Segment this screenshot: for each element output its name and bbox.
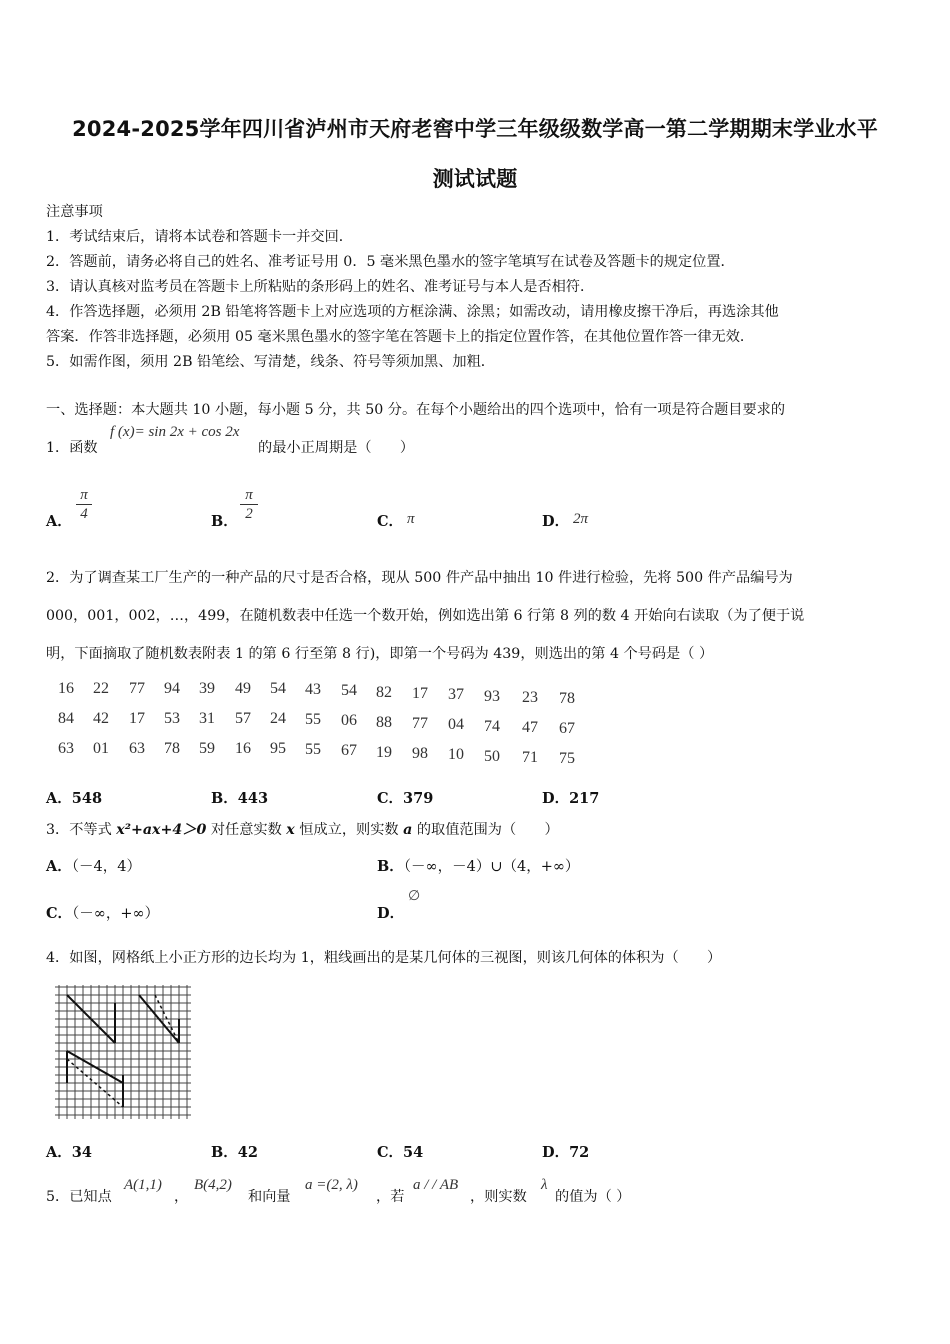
- q5-lambda: λ: [541, 1177, 548, 1193]
- q3-option-a: A．（－4，4）: [46, 858, 141, 875]
- note-item-2: 2．答题前，请务必将自己的姓名、准考证号用 0．5 毫米黑色墨水的签字笔填写在试卷及答题卡的规定位置．: [46, 254, 735, 270]
- random-table-cell: 98: [412, 745, 428, 762]
- q4-option-d: D．72: [542, 1144, 590, 1161]
- random-table-cell: 67: [559, 720, 575, 737]
- q5-separator: ，: [174, 1189, 189, 1205]
- q1-option-c-label: C．: [377, 513, 404, 530]
- question-3: 3．不等式 x²+ax+4＞0 对任意实数 x 恒成立，则实数 a 的取值范围为（ ）: [46, 822, 559, 838]
- random-table-cell: 78: [164, 740, 180, 757]
- random-table-cell: 16: [58, 680, 74, 697]
- random-table-cell: 39: [199, 680, 215, 697]
- q5-point-b: B(4,2): [194, 1177, 232, 1193]
- q1-text-suffix: 的最小正周期是（ ）: [258, 440, 415, 456]
- random-table-cell: 22: [93, 680, 109, 697]
- q2-option-c: C．379: [377, 790, 434, 807]
- random-table-cell: 95: [270, 740, 286, 757]
- q2-line-2: 000，001，002，…，499，在随机数表中任选一个数开始，例如选出第 6 行第 8 列的数 4 开始向右读取（为了便于说: [46, 608, 805, 624]
- q5-parallel-expression: a / / AB: [413, 1177, 459, 1193]
- random-table-cell: 67: [341, 742, 357, 759]
- q3-option-d-label: D．: [377, 905, 405, 922]
- q5-vector-a: a =(2, λ): [305, 1177, 358, 1193]
- random-table-cell: 24: [270, 710, 286, 727]
- random-table-cell: 84: [58, 710, 74, 727]
- q5-text-if: ，若: [376, 1189, 405, 1205]
- page-title-continued: 测试试题: [432, 167, 518, 191]
- question-1: [46, 438, 98, 458]
- random-table-cell: 57: [235, 710, 251, 727]
- random-table-cell: 43: [305, 681, 321, 698]
- random-table-cell: 71: [522, 749, 538, 766]
- question-4: 4．如图，网格纸上小正方形的边长均为 1，粗线画出的是某几何体的三视图，则该几何体的体积为（ ）: [46, 950, 722, 966]
- random-table-cell: 54: [270, 680, 286, 697]
- q4-option-c: C．54: [377, 1144, 424, 1161]
- q5-text-vector: 和向量: [248, 1189, 291, 1205]
- random-table-cell: 31: [199, 710, 215, 727]
- random-table-cell: 47: [522, 719, 538, 736]
- note-item-4-continued: 答案．作答非选择题，必须用 05 毫米黑色墨水的签字笔在答题卡上的指定位置作答，在其他位置作答一律无效．: [46, 329, 755, 345]
- random-table-cell: 55: [305, 741, 321, 758]
- random-table-cell: 93: [484, 688, 500, 705]
- q2-line-1: 2．为了调查某工厂生产的一种产品的尺寸是否合格，现从 500 件产品中抽出 10 件进行检验，先将 500 件产品编号为: [46, 570, 793, 586]
- random-table-cell: 59: [199, 740, 215, 757]
- random-table-cell: 74: [484, 718, 500, 735]
- random-table-cell: 63: [58, 740, 74, 757]
- question-5-number: 5．已知点: [46, 1189, 112, 1205]
- random-table-cell: 77: [129, 680, 145, 697]
- question-number: 1．: [46, 440, 70, 456]
- q2-option-d: D．217: [542, 790, 600, 807]
- note-item-1: 1．考试结束后，请将本试卷和答题卡一并交回．: [46, 229, 353, 245]
- question-text: 函数: [69, 440, 98, 456]
- random-table-cell: 19: [376, 744, 392, 761]
- random-table-cell: 23: [522, 689, 538, 706]
- section-heading: 一、选择题：本大题共 10 小题，每小题 5 分，共 50 分。在每个小题给出的四个选项中，恰有一项是符合题目要求的: [46, 402, 786, 418]
- q1-option-d-label: D．: [542, 513, 570, 530]
- q1-option-a-fraction: π 4: [76, 487, 92, 522]
- random-table-cell: 54: [341, 682, 357, 699]
- random-table-cell: 88: [376, 714, 392, 731]
- q2-option-b: B．443: [211, 790, 269, 807]
- q2-option-a: A．548: [46, 790, 103, 807]
- random-table-cell: 75: [559, 750, 575, 767]
- empty-set-icon: ∅: [408, 888, 421, 904]
- random-table-cell: 06: [341, 712, 357, 729]
- three-view-grid-figure: [55, 983, 195, 1121]
- q3-option-c: C．（－∞，+∞）: [46, 905, 160, 922]
- random-table-cell: 37: [448, 686, 464, 703]
- q1-option-b-fraction: π 2: [240, 487, 258, 522]
- q5-text-real: ，则实数: [470, 1189, 527, 1205]
- page-title: 2024-2025学年四川省泸州市天府老窖中学三年级级数学高一第二学期期末学业水平: [72, 117, 878, 141]
- q5-text-suffix: 的值为（ ）: [555, 1189, 631, 1205]
- random-table-cell: 04: [448, 716, 464, 733]
- random-table-cell: 53: [164, 710, 180, 727]
- q1-formula: f (x)= sin 2x + cos 2x: [110, 424, 240, 440]
- q3-option-b: B．（－∞，－4）∪（4，+∞）: [377, 858, 580, 875]
- random-table-cell: 01: [93, 740, 109, 757]
- q5-point-a: A(1,1): [124, 1177, 162, 1193]
- random-table-cell: 78: [559, 690, 575, 707]
- q2-line-3: 明，下面摘取了随机数表附表 1 的第 6 行至第 8 行)，即第一个号码为 439，则选出的第 4 个号码是（ ）: [46, 646, 714, 662]
- note-item-3: 3．请认真核对监考员在答题卡上所粘贴的条形码上的姓名、准考证号与本人是否相符．: [46, 279, 595, 295]
- random-table-cell: 50: [484, 748, 500, 765]
- random-table-cell: 17: [129, 710, 145, 727]
- random-table-cell: 10: [448, 746, 464, 763]
- q3-expression: x²+ax+4＞0: [116, 822, 207, 838]
- random-table-cell: 17: [412, 685, 428, 702]
- q4-option-a: A．34: [46, 1144, 92, 1161]
- notes-heading: 注意事项: [46, 204, 103, 220]
- note-item-4: 4．作答选择题，必须用 2B 铅笔将答题卡上对应选项的方框涂满、涂黑；如需改动，请用橡皮擦干净后，再选涂其他: [46, 304, 779, 320]
- random-table-cell: 16: [235, 740, 251, 757]
- random-table-cell: 49: [235, 680, 251, 697]
- q1-option-a-label: A．: [46, 513, 72, 530]
- q4-option-b: B．42: [211, 1144, 258, 1161]
- q1-option-c-value: π: [407, 511, 415, 527]
- random-table-cell: 94: [164, 680, 180, 697]
- random-table-cell: 82: [376, 684, 392, 701]
- random-table-cell: 55: [305, 711, 321, 728]
- q1-option-d-value: 2π: [573, 511, 589, 527]
- random-table-cell: 63: [129, 740, 145, 757]
- note-item-5: 5．如需作图，须用 2B 铅笔绘、写清楚，线条、符号等须加黑、加粗．: [46, 354, 495, 370]
- q1-option-b-label: B．: [211, 513, 238, 530]
- random-table-cell: 42: [93, 710, 109, 727]
- random-table-cell: 77: [412, 715, 428, 732]
